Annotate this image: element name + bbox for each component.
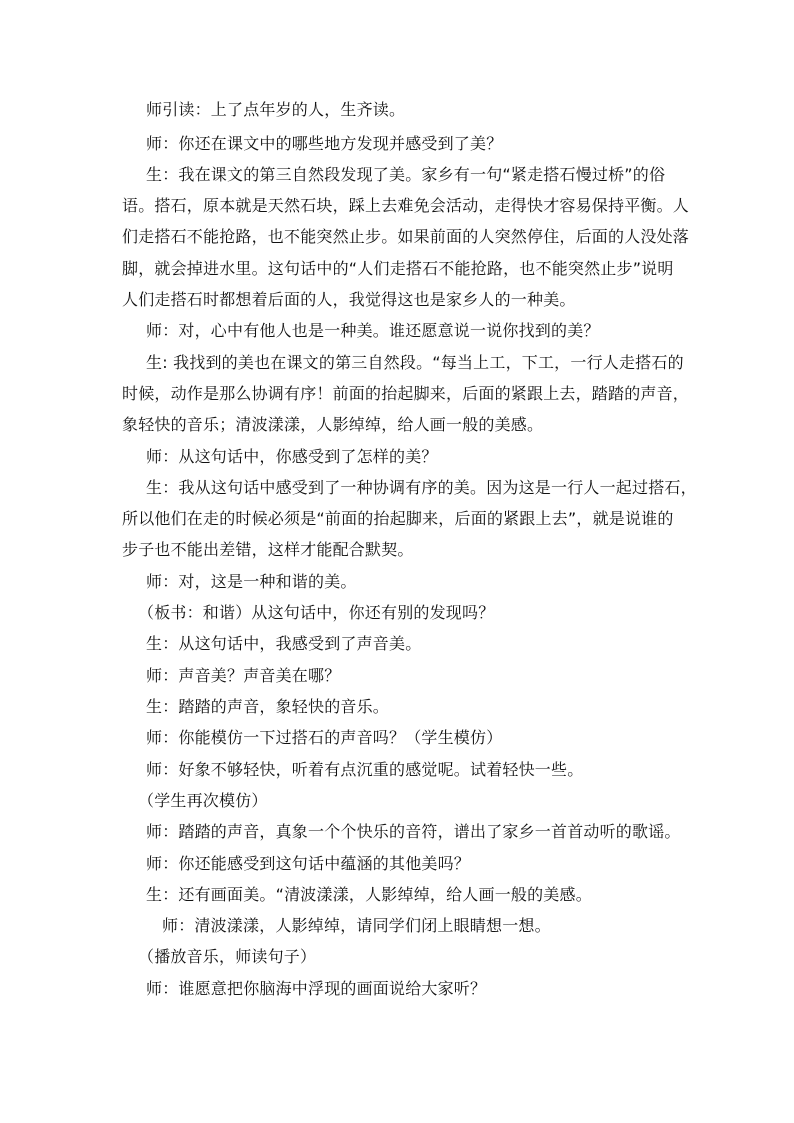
paragraph-line-10: 时候，动作是那么协调有序！前面的抬起脚来，后面的紧跟上去，踏踏的声音， [122, 384, 690, 403]
paragraph-line-12: 师：从这句话中，你感受到了怎样的美？ [146, 447, 438, 466]
paragraph-line-7: 人们走搭石时都想着后面的人，我觉得这也是家乡人的一种美。 [122, 290, 576, 309]
paragraph-line-9: 生: 我找到的美也在课文的第三自然段。“每当上工，下工，一行人走搭石的 [146, 353, 684, 372]
paragraph-line-1: 师引读：上了点年岁的人，生齐读。 [146, 100, 406, 119]
paragraph-line-28: （播放音乐，师读句子） [138, 947, 317, 966]
paragraph-line-23: （学生再次模仿） [138, 791, 268, 810]
paragraph-line-5: 们走搭石不能抢路，也不能突然止步。如果前面的人突然停住，后面的人没处落 [122, 227, 690, 246]
paragraph-line-20: 生：踏踏的声音，象轻快的音乐。 [146, 697, 390, 716]
paragraph-line-15: 步子也不能出差错，这样才能配合默契。 [122, 540, 414, 559]
paragraph-line-16: 师：对，这是一种和谐的美。 [146, 572, 357, 591]
paragraph-line-2: 师：你还在课文中的哪些地方发现并感受到了美？ [146, 134, 503, 153]
paragraph-line-11: 象轻快的音乐；清波漾漾，人影绰绰，给人画一般的美感。 [122, 415, 544, 434]
paragraph-line-13: 生：我从这句话中感受到了一种协调有序的美。因为这是一行人一起过搭石， [146, 478, 697, 497]
paragraph-line-24: 师：踏踏的声音，真象一个个快乐的音符，谱出了家乡一首首动听的歌谣。 [146, 822, 681, 841]
paragraph-line-29: 师：谁愿意把你脑海中浮现的画面说给大家听？ [146, 979, 487, 998]
paragraph-line-17: （板书：和谐）从这句话中，你还有别的发现吗？ [138, 603, 495, 622]
paragraph-line-4: 语。搭石，原本就是天然石块，踩上去难免会活动，走得快才容易保持平衡。人 [122, 196, 690, 215]
paragraph-line-6: 脚，就会掉进水里。这句话中的“人们走搭石不能抢路，也不能突然止步”说明 [122, 259, 674, 278]
paragraph-line-3: 生：我在课文的第三自然段发现了美。家乡有一句“紧走搭石慢过桥”的俗 [146, 165, 666, 184]
paragraph-line-21: 师：你能模仿一下过搭石的声音吗？（学生模仿） [146, 728, 503, 747]
paragraph-line-8: 师：对，心中有他人也是一种美。谁还愿意说一说你找到的美？ [146, 321, 600, 340]
paragraph-line-14: 所以他们在走的时候必须是“前面的抬起脚来，后面的紧跟上去”，就是说谁的 [122, 509, 674, 528]
paragraph-line-19: 师：声音美？声音美在哪？ [146, 666, 341, 685]
paragraph-line-22: 师：好象不够轻快，听着有点沉重的感觉呢。试着轻快一些。 [146, 760, 584, 779]
paragraph-line-27: 师：清波漾漾，人影绰绰，请同学们闭上眼睛想一想。 [162, 916, 551, 935]
paragraph-line-26: 生：还有画面美。“清波漾漾，人影绰绰，给人画一般的美感。 [146, 885, 592, 904]
paragraph-line-18: 生：从这句话中，我感受到了声音美。 [146, 634, 422, 653]
paragraph-line-25: 师：你还能感受到这句话中蕴涵的其他美吗？ [146, 854, 471, 873]
